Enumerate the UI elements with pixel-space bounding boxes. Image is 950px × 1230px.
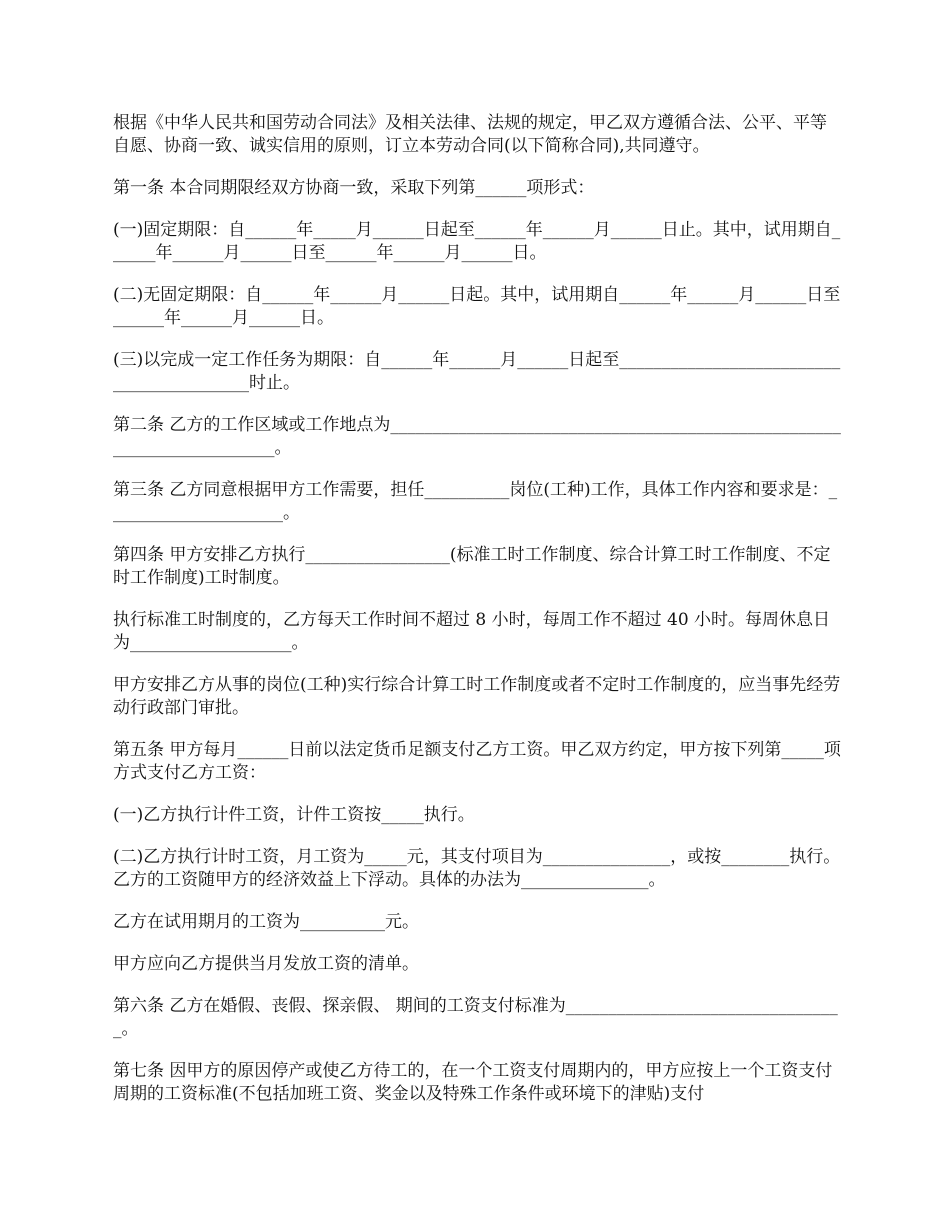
preamble-paragraph: 根据《中华人民共和国劳动合同法》及相关法律、法规的规定，甲乙双方遵循合法、公平、平等自愿、协商一致、诚实信用的原则，订立本劳动合同(以下简称合同),共同遵守。 [113, 113, 827, 156]
probation-wage-paragraph: 乙方在试用期月的工资为__________元。 [113, 912, 419, 932]
article-5-paragraph: 第五条 甲方每月______日前以法定货币足额支付乙方工资。甲乙双方约定，甲方按下列第_____项方式支付乙方工资： [113, 740, 841, 783]
approval-paragraph: 甲方安排乙方从事的岗位(工种)实行综合计算工时工作制度或者不定时工作制度的，应当事先经劳动行政部门审批。 [113, 675, 841, 718]
article-6-paragraph: 第六条 乙方在婚假、丧假、探亲假、 期间的工资支付标准为_________________________________。 [113, 996, 838, 1039]
task-term-paragraph: (三)以完成一定工作任务为期限：自______年______月______日起至__________________________________________时止。 [113, 350, 841, 393]
open-term-paragraph: (二)无固定期限：自______年______月______日起。其中，试用期自______年______月______日至______年______月______日。 [113, 285, 841, 328]
standard-hours-paragraph: 执行标准工时制度的，乙方每天工作时间不超过 8 小时，每周工作不超过 40 小时。每周休息日为___________________。 [113, 610, 831, 653]
article-1-paragraph: 第一条 本合同期限经双方协商一致，采取下列第______项形式： [113, 178, 595, 198]
article-3-paragraph: 第三条 乙方同意根据甲方工作需要，担任__________岗位(工种)工作，具体工作内容和要求是：_____________________。 [113, 480, 838, 523]
article-7-paragraph: 第七条 因甲方的原因停产或使乙方待工的，在一个工资支付周期内的，甲方应按上一个工资支付周期的工资标准(不包括加班工资、奖金以及特殊工作条件或环境下的津贴)支付 [113, 1061, 833, 1104]
time-wage-paragraph: (二)乙方执行计时工资，月工资为_____元，其支付项目为_______________，或按________执行。乙方的工资随甲方的经济效益上下浮动。具体的办法为_______________。 [113, 847, 841, 890]
article-4-paragraph: 第四条 甲方安排乙方执行_________________(标准工时工作制度、综合计算工时工作制度、不定时工作制度)工时制度。 [113, 545, 831, 588]
fixed-term-paragraph: (一)固定期限：自______年_____月______日起至______年______月______日止。其中，试用期自______年______月______日至______年______月______日。 [113, 220, 841, 263]
document-body [113, 112, 843, 1125]
article-2-paragraph: 第二条 乙方的工作区域或工作地点为________________________________________________________________________。 [113, 415, 841, 458]
piece-wage-paragraph: (一)乙方执行计件工资，计件工资按_____执行。 [113, 805, 475, 825]
payslip-paragraph: 甲方应向乙方提供当月发放工资的清单。 [113, 954, 419, 974]
